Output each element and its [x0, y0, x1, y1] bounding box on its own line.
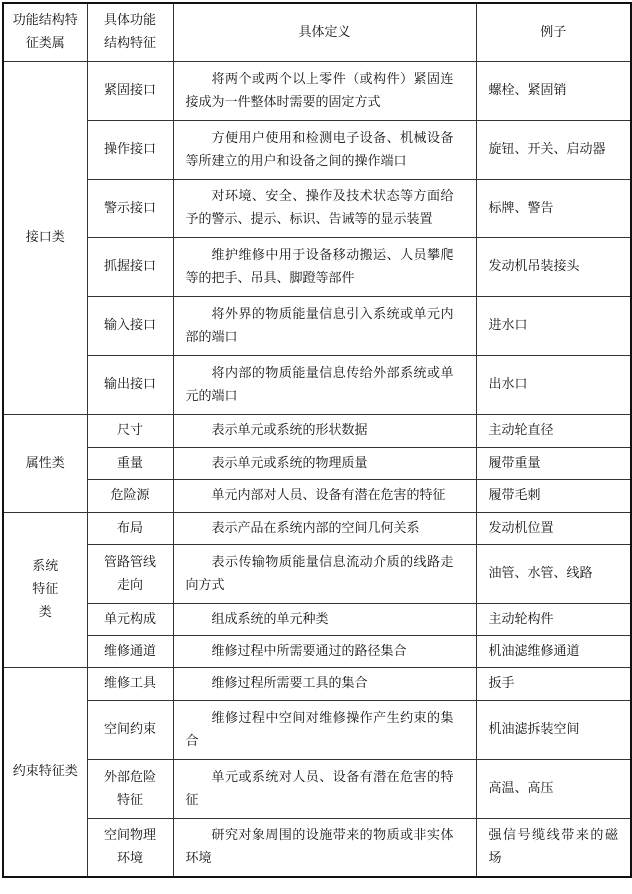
definition-text: 单元内部对人员、设备有潜在危害的特征	[211, 488, 446, 503]
definition-cell	[173, 544, 476, 603]
table-row	[3, 479, 631, 512]
definition-cell	[173, 667, 476, 700]
table-row	[3, 237, 631, 296]
definition-text: 方便用户使用和检测电子设备、机械设备等所建立的用户和设备之间的操作端口	[185, 130, 454, 169]
header-example: 例子	[476, 3, 631, 61]
feature-cell: 输入接口	[87, 296, 173, 355]
definition-cell	[173, 700, 476, 759]
definition-cell	[173, 355, 476, 414]
example-cell: 进水口	[476, 296, 631, 355]
feature-cell: 维修通道	[87, 635, 173, 667]
example-cell: 履带重量	[476, 447, 631, 479]
definition-text: 组成系统的单元种类	[211, 611, 329, 627]
example-cell: 标牌、警告	[476, 179, 631, 237]
table-row	[3, 544, 631, 603]
definition-text: 维修过程所需要工具的集合	[211, 676, 368, 691]
definition-cell	[173, 61, 476, 120]
example-cell: 出水口	[476, 355, 631, 414]
definition-cell	[173, 447, 476, 479]
example-cell: 发动机吊装接头	[476, 237, 631, 296]
definition-cell	[173, 759, 476, 818]
feature-cell: 警示接口	[87, 179, 173, 237]
definition-cell	[173, 296, 476, 355]
definition-cell	[173, 237, 476, 296]
table-row	[3, 414, 631, 447]
definition-text: 将外界的物质能量信息引入系统或单元内部的端口	[185, 306, 454, 345]
definition-text: 表示单元或系统的物理质量	[211, 455, 368, 471]
definition-text: 研究对象周围的设施带来的物质或非实体环境	[185, 828, 454, 867]
feature-cell: 管路管线走向	[87, 544, 173, 603]
definition-cell	[173, 120, 476, 179]
feature-cell: 输出接口	[87, 355, 173, 414]
definition-text: 维修过程中所需要通过的路径集合	[211, 643, 407, 659]
category-cell: 系统特征类	[3, 512, 87, 667]
table-row	[3, 818, 631, 877]
feature-cell: 尺寸	[87, 414, 173, 447]
definition-text: 将内部的物质能量信息传给外部系统或单元的端口	[185, 365, 454, 404]
example-cell: 机油滤维修通道	[476, 635, 631, 667]
definition-text: 表示单元或系统的形状数据	[211, 423, 368, 438]
example-cell: 机油滤拆装空间	[476, 700, 631, 759]
table-row	[3, 759, 631, 818]
feature-cell: 维修工具	[87, 667, 173, 700]
category-cell: 约束特征类	[3, 667, 87, 877]
example-cell: 油管、水管、线路	[476, 544, 631, 603]
definition-cell	[173, 818, 476, 877]
header-category: 功能结构特征类属	[3, 3, 87, 61]
feature-cell: 单元构成	[87, 603, 173, 635]
feature-cell: 空间物理环境	[87, 818, 173, 877]
definition-cell	[173, 512, 476, 544]
definition-text: 表示传输物质能量信息流动介质的线路走向方式	[185, 554, 454, 593]
example-cell: 强信号缆线带来的磁场	[476, 818, 631, 877]
feature-cell: 空间约束	[87, 700, 173, 759]
definition-cell	[173, 635, 476, 667]
example-cell: 发动机位置	[476, 512, 631, 544]
header-feature: 具体功能结构特征	[87, 3, 173, 61]
example-cell: 旋钮、开关、启动器	[476, 120, 631, 179]
feature-table	[2, 2, 632, 878]
table-row	[3, 512, 631, 544]
definition-cell	[173, 603, 476, 635]
example-cell: 履带毛刺	[476, 479, 631, 512]
table-row	[3, 667, 631, 700]
table-row	[3, 447, 631, 479]
feature-cell: 操作接口	[87, 120, 173, 179]
example-cell: 扳手	[476, 667, 631, 700]
feature-cell: 抓握接口	[87, 237, 173, 296]
definition-text: 单元或系统对人员、设备有潜在危害的特征	[185, 769, 454, 808]
example-cell: 主动轮构件	[476, 603, 631, 635]
table-row	[3, 61, 631, 120]
table-row	[3, 355, 631, 414]
header-definition: 具体定义	[173, 3, 476, 61]
definition-text: 维护维修中用于设备移动搬运、人员攀爬等的把手、吊具、脚蹬等部件	[185, 247, 454, 286]
feature-cell: 危险源	[87, 479, 173, 512]
table-row	[3, 603, 631, 635]
feature-cell: 紧固接口	[87, 61, 173, 120]
example-cell: 螺栓、紧固销	[476, 61, 631, 120]
table-row	[3, 700, 631, 759]
table-row	[3, 179, 631, 237]
category-cell: 接口类	[3, 61, 87, 414]
definition-cell	[173, 479, 476, 512]
feature-cell: 布局	[87, 512, 173, 544]
category-cell: 属性类	[3, 414, 87, 512]
table-row	[3, 635, 631, 667]
definition-text: 表示产品在系统内部的空间几何关系	[211, 520, 420, 536]
feature-cell: 外部危险特征	[87, 759, 173, 818]
table-row	[3, 120, 631, 179]
definition-cell	[173, 414, 476, 447]
example-cell: 主动轮直径	[476, 414, 631, 447]
definition-text: 维修过程中空间对维修操作产生约束的集合	[185, 710, 454, 749]
definition-text: 将两个或两个以上零件（或构件）紧固连接成为一件整体时需要的固定方式	[185, 71, 454, 110]
definition-cell	[173, 179, 476, 237]
definition-text: 对环境、安全、操作及技术状态等方面给予的警示、提示、标识、告诫等的显示装置	[185, 189, 454, 227]
feature-cell: 重量	[87, 447, 173, 479]
example-cell: 高温、高压	[476, 759, 631, 818]
table-row	[3, 296, 631, 355]
